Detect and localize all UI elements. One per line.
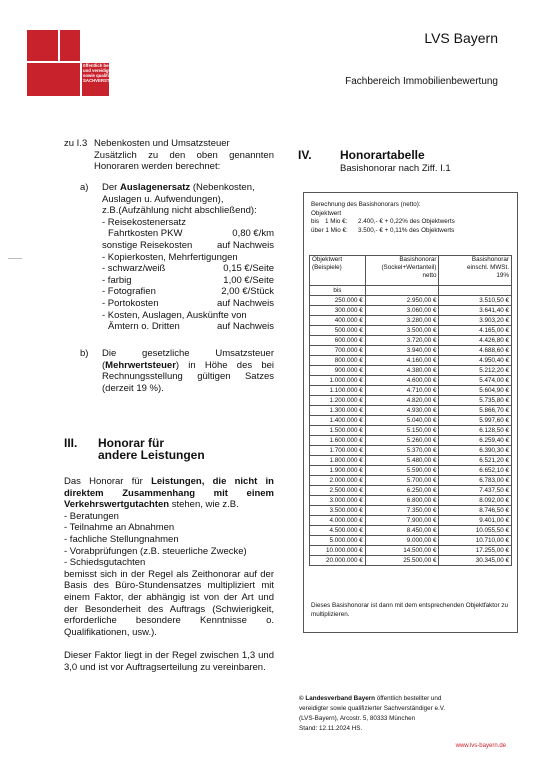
table-row xyxy=(310,376,512,386)
table-cell: 5.150,00 € xyxy=(365,426,439,436)
table-cell: 3.903,20 € xyxy=(439,316,512,326)
table-cell: 6.250,00 € xyxy=(365,486,439,496)
footer-url[interactable]: www.lvs-bayern.de xyxy=(455,743,506,749)
table-row xyxy=(310,526,512,536)
table-cell: 3.720,00 € xyxy=(365,336,439,346)
table-row xyxy=(310,556,512,566)
table-cell: 8.092,00 € xyxy=(439,496,512,506)
section-num: III. xyxy=(64,436,78,450)
table-row xyxy=(310,406,512,416)
section-subtitle: Basishonorar nach Ziff. I.1 xyxy=(340,163,451,174)
table-row xyxy=(310,306,512,316)
table-row xyxy=(310,516,512,526)
table-cell: 4.688,60 € xyxy=(439,346,512,356)
table-cell: 9.000,00 € xyxy=(365,536,439,546)
table-cell: 3.280,00 € xyxy=(365,316,439,326)
table-cell: 25.500,00 € xyxy=(365,556,439,566)
table-cell: 900.000 € xyxy=(310,366,366,376)
table-cell: 8.746,50 € xyxy=(439,506,512,516)
bis-cell: bis xyxy=(310,286,366,296)
table-cell: 4.426,80 € xyxy=(439,336,512,346)
table-cell: 1.800.000 € xyxy=(310,456,366,466)
table-cell: 10.055,50 € xyxy=(439,526,512,536)
list-item: - Schiedsgutachten xyxy=(64,557,146,569)
section-num: IV. xyxy=(298,148,312,162)
table-row xyxy=(310,496,512,506)
table-cell: 3.500,00 € xyxy=(365,326,439,336)
table-cell: 5.260,00 € xyxy=(365,436,439,446)
table-cell: 5.370,00 € xyxy=(365,446,439,456)
table-row xyxy=(310,386,512,396)
table-cell: 2.500.000 € xyxy=(310,486,366,496)
table-cell: 4.930,00 € xyxy=(365,406,439,416)
table-cell: 1.200.000 € xyxy=(310,396,366,406)
table-cell: 4.600,00 € xyxy=(365,376,439,386)
section-title: Honorartabelle xyxy=(340,148,425,162)
table-cell: 4.820,00 € xyxy=(365,396,439,406)
table-cell: 1.400.000 € xyxy=(310,416,366,426)
table-cell: 4.000.000 € xyxy=(310,516,366,526)
list-item: - fachliche Stellungnahmen xyxy=(64,533,179,545)
table-cell: 4.710,00 € xyxy=(365,386,439,396)
paragraph: bemisst sich in der Regel als Zeithonorar auf der Basis des Büro-Stundensatzes multipliziert mit einem Faktor, der abhängig ist von der Art und der Besonderheit des Auftrags (Schwierigkeit, erforderliche besondere Kenntnisse o. Qualifikationen, usw.). xyxy=(64,568,274,638)
table-cell: 3.000.000 € xyxy=(310,496,366,506)
table-cell: 3.510,50 € xyxy=(439,296,512,306)
table-cell: 600.000 € xyxy=(310,336,366,346)
table-cell: 2.950,00 € xyxy=(365,296,439,306)
table-cell: 500.000 € xyxy=(310,326,366,336)
table-row xyxy=(310,466,512,476)
table-cell: 17.255,00 € xyxy=(439,546,512,556)
table-row xyxy=(310,396,512,406)
table-note: Dieses Basishonorar ist dann mit dem entsprechenden Objektfaktor zu multiplizieren. xyxy=(311,602,509,618)
table-cell: 5.212,20 € xyxy=(439,366,512,376)
item-a: a) Der Auslagenersatz (Nebenkosten, Auslagen u. Aufwendungen), z.B.(Aufzählung nicht abschließend): - Reisekostenersatz Fahrtkosten PKW 0,80 €/km sonstige Reisekosten auf Nachweis - Kopierkosten, Mehrfertigungen - schwarz/weiß 0,15 €/Seite - farbig 1,00 €/Seite - Fotografien 2,00 €/Stück - Portokosten auf Nachweis - Kosten, Auslagen, Auskünfte von Ämtern o. Dritten auf Nachweis xyxy=(64,182,274,333)
header-title: LVS Bayern xyxy=(424,30,498,46)
lvs-logo xyxy=(27,30,127,96)
table-cell: 5.480,00 € xyxy=(365,456,439,466)
table-cell: 10.710,00 € xyxy=(439,536,512,546)
table-cell: 14.500,00 € xyxy=(365,546,439,556)
table-cell: 20.000.000 € xyxy=(310,556,366,566)
table-cell: 5.700,00 € xyxy=(365,476,439,486)
table-cell: 10.000.000 € xyxy=(310,546,366,556)
table-row xyxy=(310,346,512,356)
table-cell: 5.590,00 € xyxy=(365,466,439,476)
item-b: b) Die gesetzliche Umsatzsteuer (Mehrwertsteuer) in Höhe des bei Rechnungsstellung gültigen Satzes (derzeit 19 %). xyxy=(64,348,274,394)
table-row xyxy=(310,456,512,466)
list-item: - Vorabprüfungen (z.B. steuerliche Zwecke) xyxy=(64,545,247,557)
table-cell: 5.040,00 € xyxy=(365,416,439,426)
table-row xyxy=(310,506,512,516)
table-cell: 1.600.000 € xyxy=(310,436,366,446)
fee-table-box xyxy=(303,192,518,633)
calc-rules: Berechnung des Basishonorars (netto): Objektwert bis 1 Mio €: 2.400,- € + 0,22% des Objektwerts über 1 Mio €: 3.500,- € + 0,11% des Objektwerts xyxy=(311,201,455,234)
table-cell: 6.390,30 € xyxy=(439,446,512,456)
col-header-objektwert: Objektwert (Beispiele) xyxy=(310,256,366,286)
table-cell: 1.900.000 € xyxy=(310,466,366,476)
table-cell: 5.474,00 € xyxy=(439,376,512,386)
mehrwertsteuer-bold: Mehrwertsteuer xyxy=(105,359,176,371)
table-row xyxy=(310,476,512,486)
table-cell: 3.060,00 € xyxy=(365,306,439,316)
table-cell: 7.350,00 € xyxy=(365,506,439,516)
table-cell: 4.500.000 € xyxy=(310,526,366,536)
table-cell: 4.160,00 € xyxy=(365,356,439,366)
section-i3 xyxy=(64,138,274,173)
table-row xyxy=(310,296,512,306)
table-cell: 6.783,00 € xyxy=(439,476,512,486)
table-row xyxy=(310,546,512,556)
table-cell: 6.521,20 € xyxy=(439,456,512,466)
table-row xyxy=(310,426,512,436)
table-row xyxy=(310,336,512,346)
section-intro: Zusätzlich zu den oben genannten Honoraren werden berechnet: xyxy=(94,149,274,173)
list-item: - Beratungen xyxy=(64,510,119,522)
table-row xyxy=(310,356,512,366)
table-cell: 1.700.000 € xyxy=(310,446,366,456)
section-iii-heading: III. Honorar für andere Leistungen xyxy=(64,436,205,462)
table-cell: 5.735,80 € xyxy=(439,396,512,406)
table-cell: 4.950,40 € xyxy=(439,356,512,366)
table-cell: 2.000.000 € xyxy=(310,476,366,486)
table-row xyxy=(310,316,512,326)
table-cell: 5.866,70 € xyxy=(439,406,512,416)
auslagenersatz-bold: Auslagenersatz xyxy=(119,182,191,193)
table-cell: 6.652,10 € xyxy=(439,466,512,476)
table-row xyxy=(310,436,512,446)
table-cell: 700.000 € xyxy=(310,346,366,356)
footer: © Landesverband Bayern öffentlich bestellter und vereidigter sowie qualifizierter Sachverständiger e.V. (LVS-Bayern), Arcostr. 5, 80333 München Stand: 12.11.2024 HS. xyxy=(299,695,446,732)
table-cell: 7.437,50 € xyxy=(439,486,512,496)
paragraph: Dieser Faktor liegt in der Regel zwischen 1,3 und 3,0 und ist vor Auftragserteilung zu vereinbaren. xyxy=(64,650,274,673)
table-cell: 4.165,00 € xyxy=(439,326,512,336)
table-cell: 1.300.000 € xyxy=(310,406,366,416)
table-cell: 6.800,00 € xyxy=(365,496,439,506)
col-header-brutto: Basishonorar einschl. MWSt. 19% xyxy=(439,256,512,286)
table-cell: 6.259,40 € xyxy=(439,436,512,446)
section-iii-body: Das Honorar für Leistungen, die nicht in direktem Zusammenhang mit einem Verkehrswertgutachten stehen, wie z.B. - Beratungen - Teilnahme an Abnahmen - fachliche Stellungnahmen - Vorabprüfungen (z.B. steuerliche Zwecke) - Schiedsgutachten bemisst sich in der Regel als Zeithonorar auf der Basis des Büro-Stundensatzes multipliziert mit einem Faktor, der abhängig ist von der Art und der Besonderheit des Auftrags (Schwierigkeit, erforderliche besondere Kenntnisse o. Qualifikationen, usw.). Dieser Faktor liegt in der Regel zwischen 1,3 und 3,0 und ist vor Auftragserteilung zu vereinbaren. xyxy=(64,476,274,673)
table-cell: 30.345,00 € xyxy=(439,556,512,566)
table-cell: 3.500.000 € xyxy=(310,506,366,516)
table-cell: 7.900,00 € xyxy=(365,516,439,526)
table-cell: 3.641,40 € xyxy=(439,306,512,316)
leistungen-bold: Leistungen, die nicht in direktem Zusammenhang mit einem Verkehrswertgutachten xyxy=(64,476,274,511)
table-row xyxy=(310,326,512,336)
table-row xyxy=(310,536,512,546)
logo-text: öffentlich bestellte und vereidigte sowie qualifizierte SACHVERSTÄNDIGE xyxy=(83,63,127,83)
table-cell: 5.604,90 € xyxy=(439,386,512,396)
header-subtitle: Fachbereich Immobilienbewertung xyxy=(345,76,498,87)
table-cell: 1.100.000 € xyxy=(310,386,366,396)
fee-table xyxy=(309,255,512,566)
table-row xyxy=(310,416,512,426)
col-header-netto: Basishonorar (Sockel+Wertanteil) netto xyxy=(365,256,439,286)
table-cell: 9.401,00 € xyxy=(439,516,512,526)
section-title: Nebenkosten und Umsatzsteuer xyxy=(94,138,230,149)
table-cell: 250.000 € xyxy=(310,296,366,306)
table-cell: 6.128,50 € xyxy=(439,426,512,436)
table-row xyxy=(310,366,512,376)
table-row xyxy=(310,446,512,456)
item-b-label: b) xyxy=(80,348,89,359)
table-cell: 400.000 € xyxy=(310,316,366,326)
table-cell: 8.450,00 € xyxy=(365,526,439,536)
table-cell: 300.000 € xyxy=(310,306,366,316)
table-cell: 1.500.000 € xyxy=(310,426,366,436)
table-cell: 800.000 € xyxy=(310,356,366,366)
table-cell: 4.380,00 € xyxy=(365,366,439,376)
section-ref: zu I.3 xyxy=(64,138,88,149)
table-cell: 3.940,00 € xyxy=(365,346,439,356)
table-cell: 5.997,60 € xyxy=(439,416,512,426)
fold-mark xyxy=(8,258,22,259)
table-row xyxy=(310,486,512,496)
list-item: - Teilnahme an Abnahmen xyxy=(64,522,175,534)
table-cell: 1.000.000 € xyxy=(310,376,366,386)
table-cell: 5.000.000 € xyxy=(310,536,366,546)
item-a-label: a) xyxy=(80,182,89,193)
